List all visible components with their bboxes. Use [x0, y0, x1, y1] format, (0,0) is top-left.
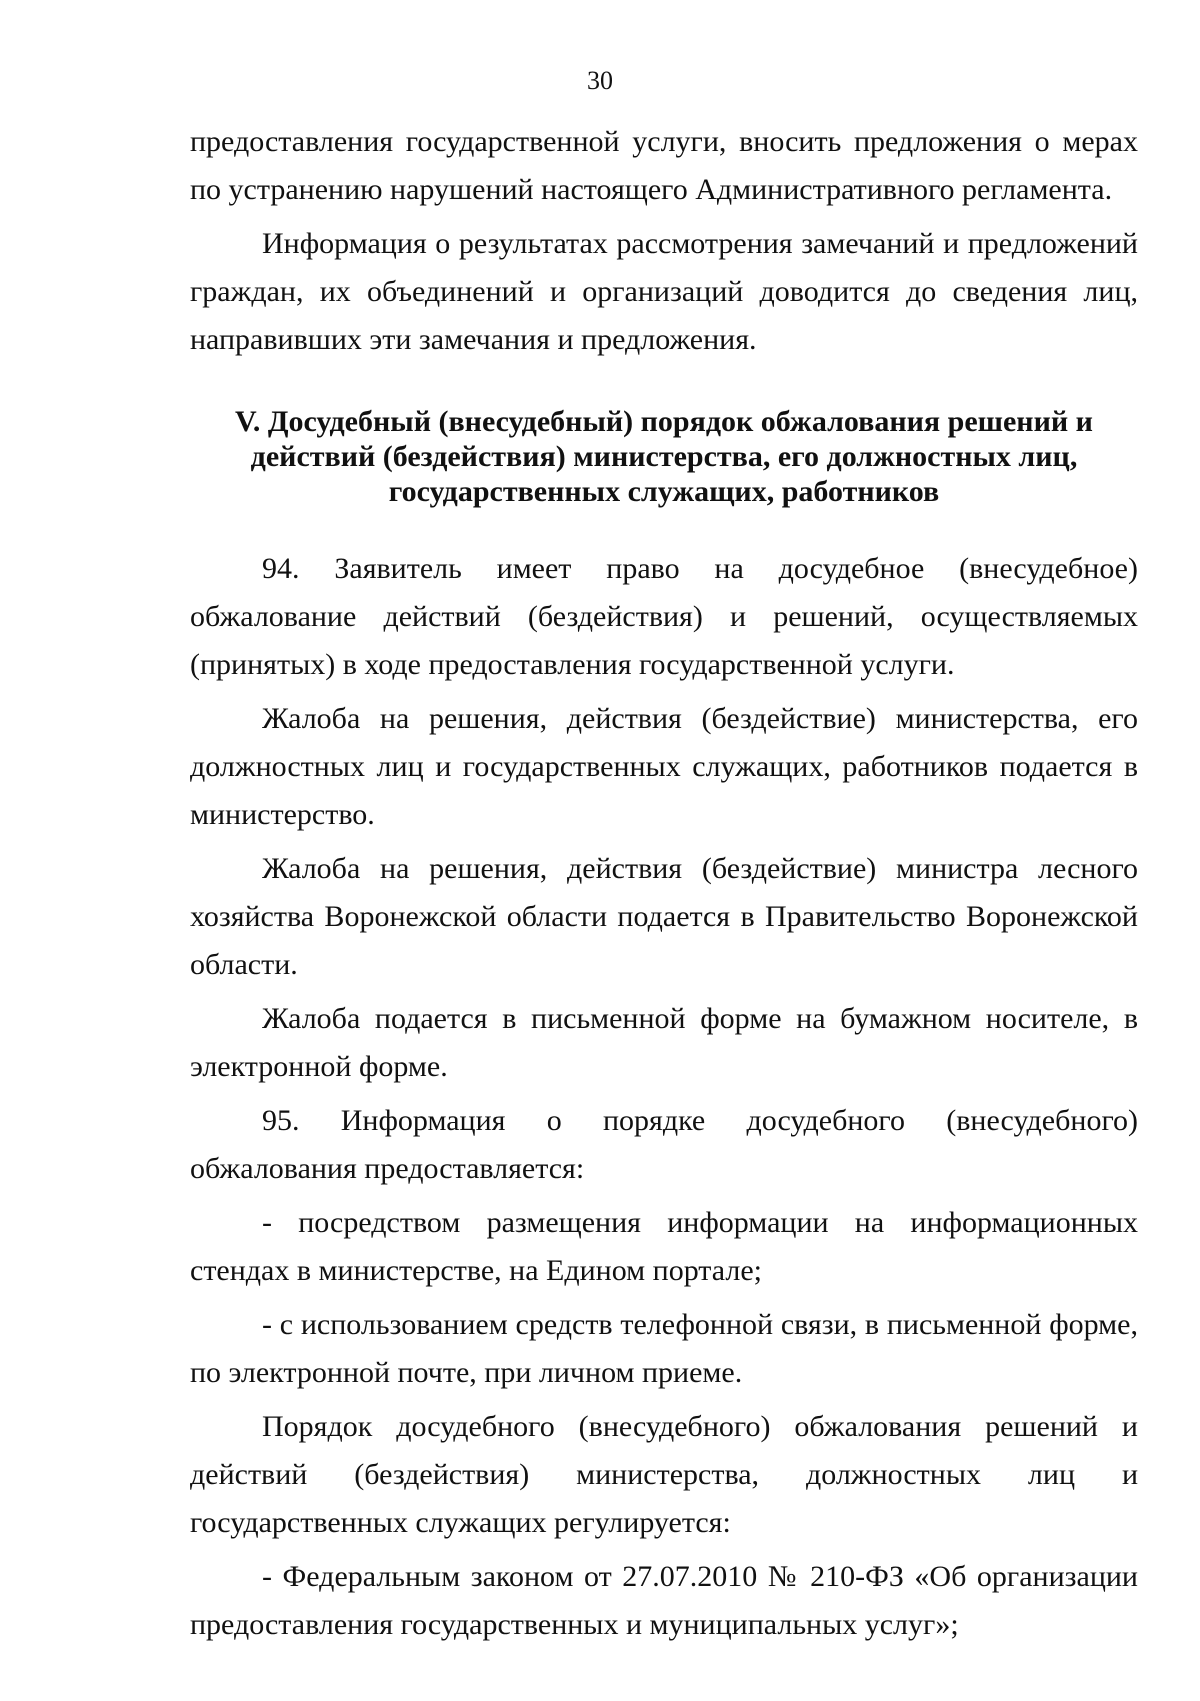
list-item: - Федеральным законом от 27.07.2010 № 210-ФЗ «Об организации предоставления государственных и муниципальных услуг»; — [190, 1560, 1138, 1641]
paragraph: Жалоба на решения, действия (бездействие) министра лесного хозяйства Воронежской области подается в Правительство Воронежской области. — [190, 852, 1138, 981]
page-content — [190, 118, 1138, 1655]
paragraph: Жалоба на решения, действия (бездействие) министерства, его должностных лиц и государственных служащих, работников подается в министерство. — [190, 702, 1138, 831]
list-item: - с использованием средств телефонной связи, в письменной форме, по электронной почте, при личном приеме. — [190, 1308, 1138, 1389]
paragraph: Информация о результатах рассмотрения замечаний и предложений граждан, их объединений и организаций доводится до сведения лиц, направивших эти замечания и предложения. — [190, 227, 1138, 356]
paragraph: Порядок досудебного (внесудебного) обжалования решений и действий (бездействия) министерства, должностных лиц и государственных служащих регулируется: — [190, 1410, 1138, 1539]
paragraph: 95. Информация о порядке досудебного (внесудебного) обжалования предоставляется: — [190, 1104, 1138, 1185]
page-number: 30 — [587, 66, 613, 95]
paragraph: 94. Заявитель имеет право на досудебное (внесудебное) обжалование действий (бездействия) и решений, осуществляемых (принятых) в ходе предоставления государственной услуги. — [190, 552, 1138, 681]
paragraph: предоставления государственной услуги, вносить предложения о мерах по устранению нарушений настоящего Административного регламента. — [190, 125, 1138, 206]
section-heading: V. Досудебный (внесудебный) порядок обжалования решений и действий (бездействия) министерства, его должностных лиц, государственных служащих, работников — [235, 405, 1093, 508]
paragraph: Жалоба подается в письменной форме на бумажном носителе, в электронной форме. — [190, 1002, 1138, 1083]
list-item: - посредством размещения информации на информационных стендах в министерстве, на Едином портале; — [190, 1206, 1138, 1287]
